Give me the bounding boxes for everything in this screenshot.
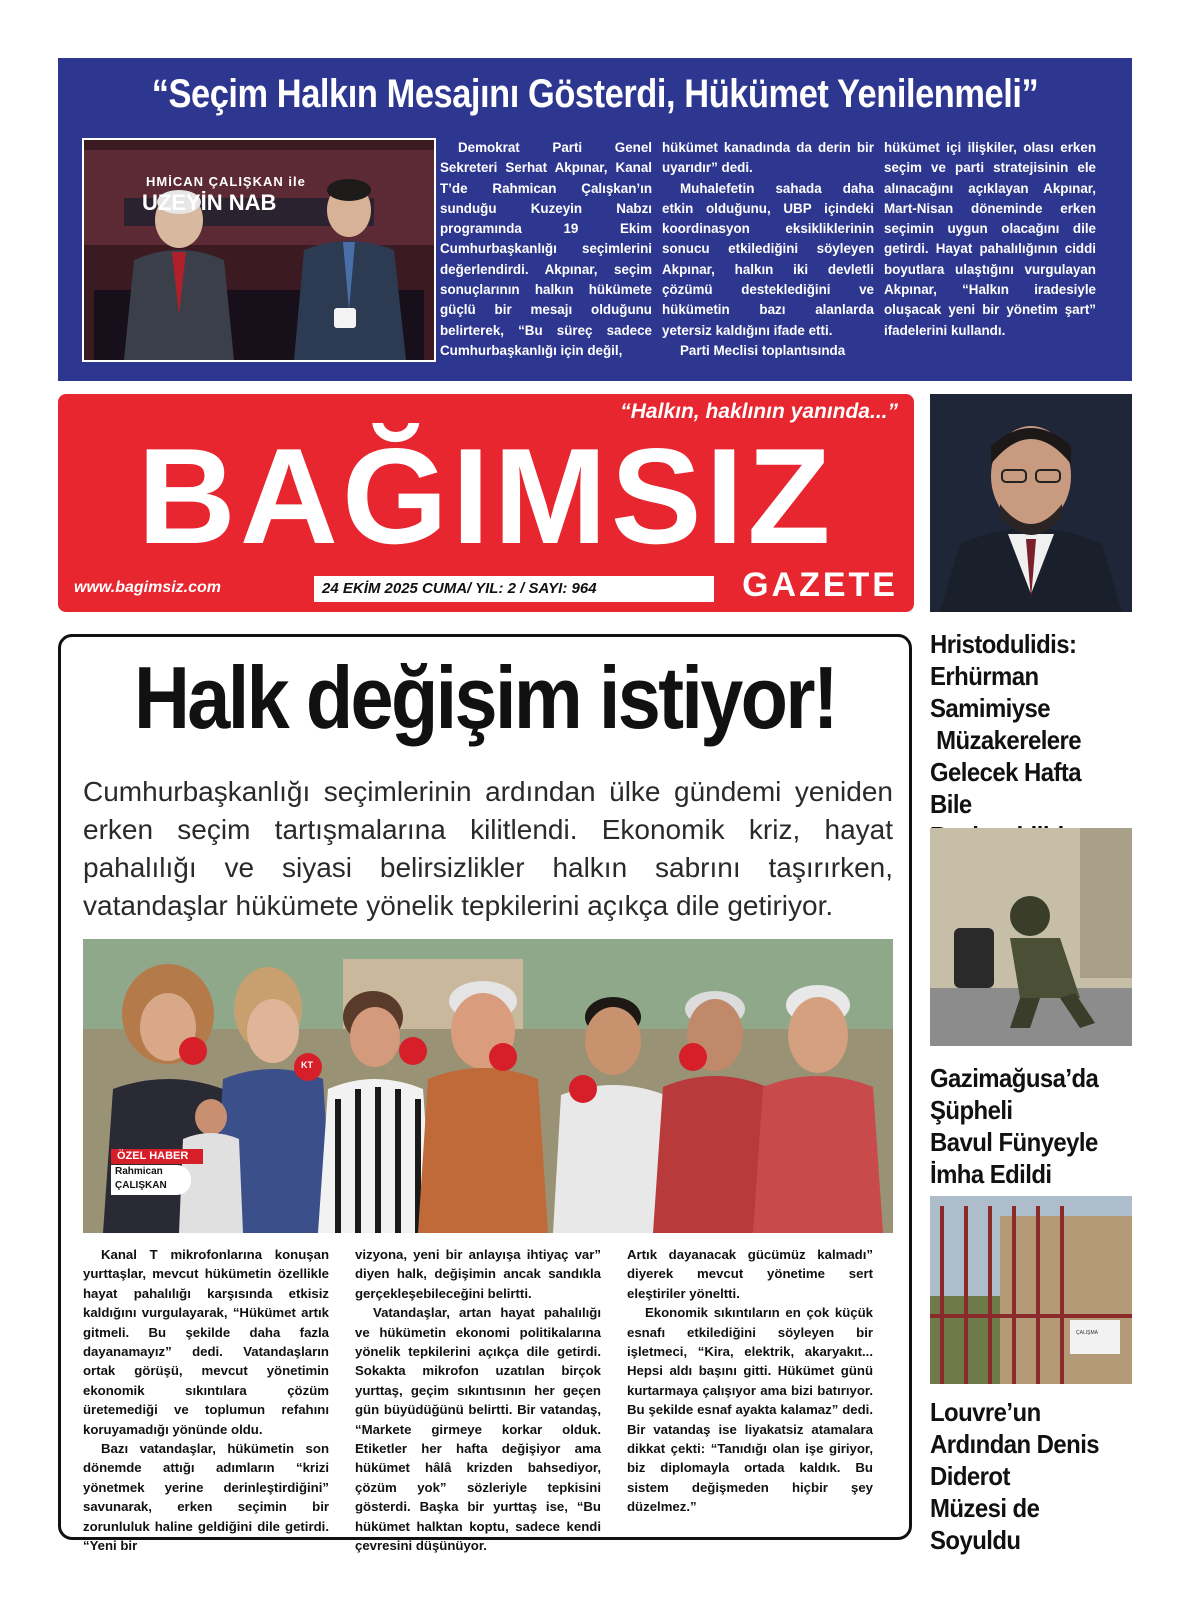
show-caption: HMİCAN ÇALIŞKAN ile [146,174,306,189]
masthead-slogan: “Halkın, haklının yanında...” [620,400,898,423]
top-story-column-1: Demokrat Parti Genel Sekreteri Serhat Akpınar, Kanal T’de Rahmican Çalışkan’ın sunduğu Kuzeyin Nabzı programında 19 Ekim Cumhurbaşkanlığı seçimlerini değerlendirdi. Akpınar, seçim sonuçlarının halkın hükümete güçlü bir mesajı olduğunu belirterek, “Bu süreç sadece Cumhurbaşkanlığı için değil, [440,140,652,358]
street-interview-photo [83,939,893,1233]
masthead-subtitle: GAZETE [742,566,898,604]
issue-date-line: 24 EKİM 2025 CUMA/ YIL: 2 / SAYI: 964 [314,576,714,602]
portrait-illustration [930,394,1132,612]
main-story-column-3: Artık dayanacak gücümüz kalmadı” diyerek mevcut yönetime sert eleştiriler yöneltti. Ekonomik sıkıntıların en çok küçük esnafı etkilediğini söyleyen bir işletmeci, “Kira, elektrik, akaryakıt... Hepsi aldı başını gitti. Hükümet günü kurtarmaya çalışıyor ama bizi batırıyor. Bu şekilde esnaf ayakta kalamaz” dedi. Bir vatandaş ise liyakatsiz atamalara dikkat çekti: “Tanıdığı olan işe giriyor, biz diplomayla ortada kaldık. Bu sistem değişmeden hiçbir şey düzelmez.” [627,1247,873,1515]
reporter-name-badge: Rahmican ÇALIŞKAN [111,1165,191,1195]
bomb-squad-photo [930,828,1132,1046]
side-story-1-headline[interactable]: Hristodulidis: Erhürman Samimiyse Müzakerelere Gelecek Hafta Bile [930,629,1082,819]
exclusive-badge: ÖZEL HABER [111,1149,203,1164]
museum-gate-photo [930,1196,1132,1384]
masthead-title: BAĞIMSIZ [137,420,835,572]
museum-gate-illustration [930,1196,1132,1384]
side-story-3-headline[interactable]: Louvre’un Ardından Denis Diderot Müzesi de Soyuldu [930,1397,1100,1555]
website-url[interactable]: www.bagimsiz.com [74,579,221,596]
main-lead-paragraph: Cumhurbaşkanlığı seçimlerinin ardından ülke gündemi yeniden erken seçim tartışmalarına kilitlendi. Ekonomik kriz, hayat pahalılığı ve siyasi belirsizlikler halkın sabrını taşırırken, vatandaşlar hükümete yönelik tepkilerini açıkça dile getiriyor. [83,776,893,921]
top-story-banner [58,58,1132,381]
street-interview-illustration [83,939,893,1233]
main-headline: Halk değişim istiyor! [134,648,836,747]
main-story-column-1: Kanal T mikrofonlarına konuşan yurttaşlar, mevcut hükümetin özellikle hayat pahalılığı karşısında etkisiz kaldığını vurgulayarak, “Hükümet artık gitmeli. Bu şekilde daha fazla dayanamayız” dedi. Vatandaşların ortak görüşü, mevcut yönetimin ekonomik sıkıntılara çözüm üretemediği ve toplumun refahını koruyamadığı yönünde oldu. Bazı vatandaşlar, hükümetin son dönemde attığı adımların “krizi yönetmek yerine derinleştirdiğini” savunarak, erken seçimin bir zorunluluk haline geldiğini dile getirdi. “Yeni bir [83,1247,329,1554]
top-story-headline: “Seçim Halkın Mesajını Gösterdi, Hükümet Yenilenmeli” [151,72,1039,116]
show-name-text: UZEYİN NAB [142,190,277,215]
bomb-squad-illustration [930,828,1132,1046]
gate-notice-text: ÇALIŞMA [1076,1330,1098,1336]
studio-interview-illustration [84,140,434,360]
side-story-2-headline[interactable]: Gazimağusa’da Şüpheli Bavul Fünyeyle İmha Edildi [930,1063,1099,1189]
microphone-logo: KT [301,1060,313,1070]
tv-studio-photo [82,138,436,362]
masthead [58,394,914,612]
main-story-box [58,634,912,1554]
portrait-photo [930,394,1132,612]
main-story-column-2: vizyona, yeni bir anlayışa ihtiyaç var” diyen halk, değişimin ancak sandıkla gerçekleşebileceğini belirtti. Vatandaşlar, artan hayat pahalılığı ve hükümetin ekonomi politikalarına yönelik tepkilerini açıkça dile getirdi. Sokakta mikrofon uzatılan birçok yurttaş, geçim sıkıntısının her geçen gün büyüdüğünü belirtti. Bir vatandaş, “Markete girmeye korkar olduk. Etiketler her hafta değişiyor ama hükümet hâlâ krizden bahsediyor, çözüm yok” sözleriyle tepkisini gösterdi. Başka bir yurttaş ise, “Bu hükümet halktan koptu, sadece kendi çevresini düşünüyor. [355,1247,601,1554]
top-story-column-2: hükümet kanadında da derin bir uyarıdır” dedi. Muhalefetin sahada daha etkin olduğunu, UBP içindeki koordinasyon eksikliklerinin sonucu etkilediğini söyleyen Akpınar, halkın iki devletli çözümü desteklediğini ve hükümetin bazı alanlarda yetersiz kaldığını ifade etti. Parti Meclisi toplantısında [662,140,874,358]
top-story-column-3: hükümet içi ilişkiler, olası erken seçim ve parti stratejisinin ele alınacağını açıklayan Akpınar, Mart-Nisan döneminde erken seçimin uygun olacağını dile getirdi. Hayat pahalılığının ciddi boyutlara ulaştığını vurgulayan Akpınar, “Halkın iradesiyle oluşacak yeni bir yönetim şart” ifadelerini kullandı. [884,140,1096,338]
